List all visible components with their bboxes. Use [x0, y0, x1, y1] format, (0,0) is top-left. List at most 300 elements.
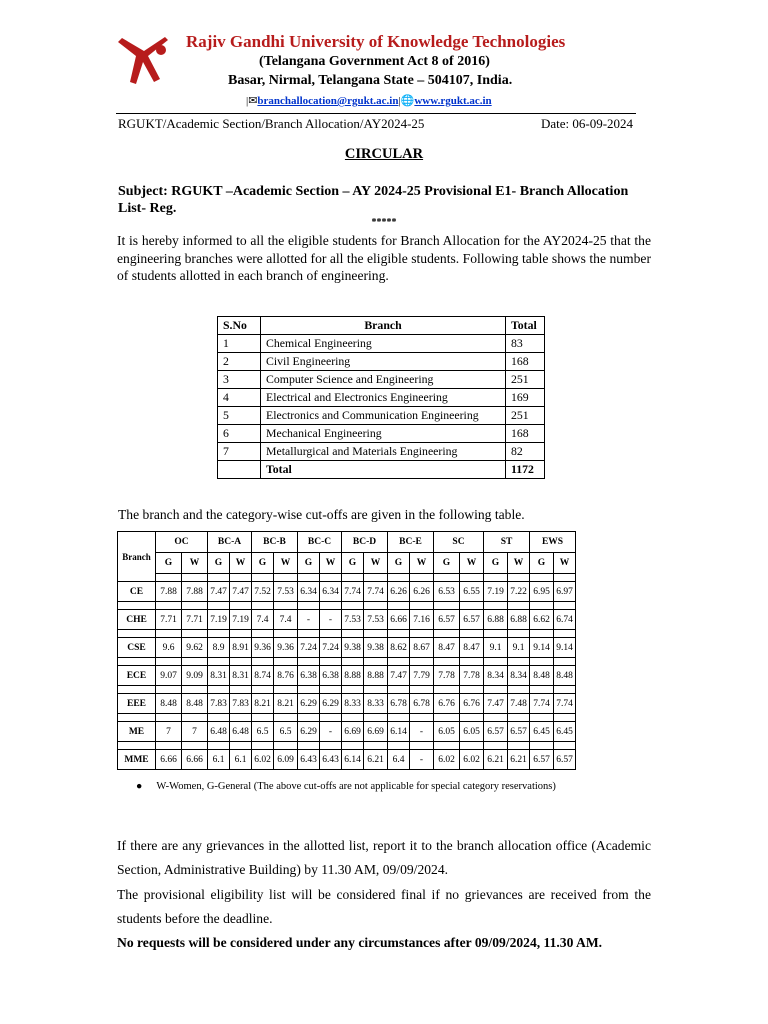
total-cell: 169 [506, 389, 545, 407]
cutoff-value: 7.53 [342, 610, 364, 630]
spacer-cell [118, 602, 156, 610]
cutoff-value: 7.83 [208, 694, 230, 714]
gap-cell [530, 574, 554, 582]
gap-cell [364, 574, 388, 582]
gap-cell [484, 574, 508, 582]
spacer-cell [182, 602, 208, 610]
spacer-cell [208, 714, 230, 722]
allocation-row [218, 443, 545, 461]
cutoff-value: 7.53 [364, 610, 388, 630]
total-cell: 251 [506, 407, 545, 425]
spacer-cell [230, 630, 252, 638]
cutoff-table [117, 531, 576, 770]
cutoff-value: 6.38 [298, 666, 320, 686]
cutoff-value: 6.02 [252, 750, 274, 770]
sno-cell: 3 [218, 371, 261, 389]
spacer-cell [434, 714, 460, 722]
total-label: Total [261, 461, 506, 479]
women-header: W [554, 553, 576, 574]
allocation-row [218, 389, 545, 407]
cutoff-value: 8.31 [230, 666, 252, 686]
cutoff-value: 8.62 [388, 638, 410, 658]
spacer-cell [530, 602, 554, 610]
cutoff-value: 9.09 [182, 666, 208, 686]
spacer-cell [298, 714, 320, 722]
spacer-cell [274, 658, 298, 666]
general-header: G [156, 553, 182, 574]
general-header: G [208, 553, 230, 574]
final-note-paragraph: The provisional eligibility list will be considered final if no grievances are received from the students before the deadline. [117, 887, 651, 926]
cutoff-value: 7.47 [208, 582, 230, 602]
cutoff-value: 7.4 [252, 610, 274, 630]
university-logo-icon [116, 36, 174, 86]
allocation-row [218, 371, 545, 389]
spacer-cell [182, 742, 208, 750]
category-header: EWS [530, 532, 576, 553]
cutoff-value: 6.43 [320, 750, 342, 770]
mail-icon: ✉ [248, 95, 258, 107]
spacer-cell [208, 630, 230, 638]
spacer-cell [230, 714, 252, 722]
cutoff-value: 7.24 [320, 638, 342, 658]
spacer-cell [554, 630, 576, 638]
spacer-cell [410, 742, 434, 750]
cutoff-value: 7 [182, 722, 208, 742]
spacer-cell [484, 630, 508, 638]
spacer-cell [182, 630, 208, 638]
cutoff-value: 6.38 [320, 666, 342, 686]
category-header: OC [156, 532, 208, 553]
spacer-cell [410, 630, 434, 638]
cutoff-spacer-row [118, 714, 576, 722]
spacer-cell [252, 658, 274, 666]
cutoff-value: 8.47 [460, 638, 484, 658]
sno-cell: 2 [218, 353, 261, 371]
cutoff-value: 9.36 [274, 638, 298, 658]
allocation-row [218, 425, 545, 443]
cutoff-value: 6.21 [484, 750, 508, 770]
branch-cell: Computer Science and Engineering [261, 371, 506, 389]
cutoff-value: 6.14 [342, 750, 364, 770]
cutoff-row [118, 750, 576, 770]
spacer-cell [320, 686, 342, 694]
spacer-cell [156, 630, 182, 638]
total-cell: 251 [506, 371, 545, 389]
allocation-row [218, 407, 545, 425]
grievance-paragraph: If there are any grievances in the allotted list, report it to the branch allocation office (Academic Section, Administrative Building) by 11.30 AM, 09/09/2024. [117, 838, 651, 877]
spacer-cell [410, 714, 434, 722]
spacer-cell [460, 658, 484, 666]
spacer-cell [342, 658, 364, 666]
spacer-cell [118, 686, 156, 694]
cutoff-value: 6.76 [434, 694, 460, 714]
cutoff-value: 6.57 [460, 610, 484, 630]
sno-cell: 4 [218, 389, 261, 407]
spacer-cell [434, 742, 460, 750]
cutoff-value: 7.78 [434, 666, 460, 686]
branch-code: CE [118, 582, 156, 602]
spacer-cell [320, 602, 342, 610]
spacer-cell [118, 630, 156, 638]
category-header: BC-A [208, 532, 252, 553]
spacer-cell [156, 686, 182, 694]
spacer-cell [484, 602, 508, 610]
footnote [136, 781, 556, 792]
cutoff-value: 7.78 [460, 666, 484, 686]
closing-statement: No requests will be considered under any circumstances after 09/09/2024, 11.30 AM. [117, 935, 603, 950]
spacer-cell [320, 658, 342, 666]
cutoff-value: 6.66 [182, 750, 208, 770]
spacer-cell [388, 714, 410, 722]
cutoff-value: 6.45 [554, 722, 576, 742]
spacer-cell [342, 714, 364, 722]
general-header: G [530, 553, 554, 574]
cutoff-value: 8.34 [484, 666, 508, 686]
spacer-cell [320, 714, 342, 722]
cutoff-value: 7.53 [274, 582, 298, 602]
cutoff-value: 7.19 [208, 610, 230, 630]
spacer-cell [434, 630, 460, 638]
cutoff-value: 9.38 [364, 638, 388, 658]
branch-code: ME [118, 722, 156, 742]
gap-cell [554, 574, 576, 582]
total-value: 1172 [506, 461, 545, 479]
cutoff-value: 8.31 [208, 666, 230, 686]
cutoff-value: 6.26 [388, 582, 410, 602]
spacer-cell [182, 714, 208, 722]
university-address: Basar, Nirmal, Telangana State – 504107, India. [228, 73, 513, 88]
sno-cell: 7 [218, 443, 261, 461]
gap-cell [230, 574, 252, 582]
cutoff-value: 6.57 [554, 750, 576, 770]
gap-cell [208, 574, 230, 582]
women-header: W [182, 553, 208, 574]
spacer-cell [508, 602, 530, 610]
spacer-cell [156, 742, 182, 750]
spacer-cell [274, 686, 298, 694]
general-header: G [252, 553, 274, 574]
gap-cell [460, 574, 484, 582]
general-header: G [298, 553, 320, 574]
women-header: W [508, 553, 530, 574]
allocation-table [217, 316, 545, 479]
spacer-cell [320, 630, 342, 638]
category-header: SC [434, 532, 484, 553]
cutoff-value: 7.74 [342, 582, 364, 602]
gap-cell [434, 574, 460, 582]
cutoff-value: 6.62 [530, 610, 554, 630]
cutoff-value: 7.19 [230, 610, 252, 630]
cutoff-value: - [410, 750, 434, 770]
cutoff-value: 6.45 [530, 722, 554, 742]
spacer-cell [460, 714, 484, 722]
cutoff-value: 7.19 [484, 582, 508, 602]
branch-cell: Metallurgical and Materials Engineering [261, 443, 506, 461]
col-branch: Branch [261, 317, 506, 335]
cutoff-value: 9.36 [252, 638, 274, 658]
cutoff-value: 6.88 [484, 610, 508, 630]
sno-cell: 1 [218, 335, 261, 353]
cutoff-value: 8.34 [508, 666, 530, 686]
cutoff-value: 8.21 [252, 694, 274, 714]
cutoff-spacer-row [118, 630, 576, 638]
spacer-cell [156, 714, 182, 722]
cutoff-value: 8.88 [342, 666, 364, 686]
total-cell: 83 [506, 335, 545, 353]
spacer-cell [410, 658, 434, 666]
cutoff-row [118, 694, 576, 714]
spacer-cell [434, 686, 460, 694]
empty-cell [218, 461, 261, 479]
cutoff-value: 6.29 [298, 694, 320, 714]
cutoff-value: 6.34 [320, 582, 342, 602]
spacer-cell [364, 686, 388, 694]
spacer-cell [298, 602, 320, 610]
bullet-icon: ● [136, 781, 143, 792]
category-header: ST [484, 532, 530, 553]
circular-date: Date: 06-09-2024 [541, 116, 634, 131]
cutoff-value: 7 [156, 722, 182, 742]
general-header: G [434, 553, 460, 574]
spacer-cell [460, 742, 484, 750]
cutoff-value: 6.69 [342, 722, 364, 742]
gap-cell [508, 574, 530, 582]
circular-title: CIRCULAR [344, 146, 424, 162]
branch-cell: Civil Engineering [261, 353, 506, 371]
sno-cell: 6 [218, 425, 261, 443]
total-cell: 168 [506, 425, 545, 443]
cutoff-value: 7.88 [182, 582, 208, 602]
cutoff-value: 8.88 [364, 666, 388, 686]
contact-line: |✉branchallocation@rgukt.ac.in|🌐www.rgukt.ac.in [246, 95, 492, 107]
cutoff-value: 6.5 [252, 722, 274, 742]
cutoff-value: 9.38 [342, 638, 364, 658]
gap-cell [274, 574, 298, 582]
spacer-cell [388, 658, 410, 666]
cutoff-gap-row [118, 574, 576, 582]
spacer-cell [484, 714, 508, 722]
spacer-cell [252, 714, 274, 722]
cutoff-value: 6.05 [434, 722, 460, 742]
cutoff-value: 8.33 [342, 694, 364, 714]
cutoff-value: 7.71 [156, 610, 182, 630]
spacer-cell [530, 686, 554, 694]
category-header: BC-D [342, 532, 388, 553]
cutoff-subheader-row [118, 553, 576, 574]
cutoff-value: 8.21 [274, 694, 298, 714]
cutoff-value: 6.5 [274, 722, 298, 742]
cutoff-value: 7.48 [508, 694, 530, 714]
cutoff-value: 6.21 [364, 750, 388, 770]
spacer-cell [508, 630, 530, 638]
cutoff-spacer-row [118, 658, 576, 666]
cutoff-value: 8.48 [182, 694, 208, 714]
cutoff-value: 7.47 [388, 666, 410, 686]
cutoff-value: 6.21 [508, 750, 530, 770]
women-header: W [364, 553, 388, 574]
general-header: G [388, 553, 410, 574]
general-header: G [484, 553, 508, 574]
spacer-cell [554, 658, 576, 666]
cutoff-row [118, 582, 576, 602]
spacer-cell [434, 658, 460, 666]
spacer-cell [434, 602, 460, 610]
branch-code: CSE [118, 638, 156, 658]
spacer-cell [252, 742, 274, 750]
separator-stars: ***** [371, 217, 397, 228]
cutoff-value: 7.83 [230, 694, 252, 714]
gap-cell [298, 574, 320, 582]
category-header: BC-C [298, 532, 342, 553]
cutoff-value: 6.55 [460, 582, 484, 602]
cutoff-value: 8.91 [230, 638, 252, 658]
cutoff-value: - [320, 610, 342, 630]
cutoff-value: 6.4 [388, 750, 410, 770]
cutoff-value: 8.48 [530, 666, 554, 686]
spacer-cell [118, 658, 156, 666]
spacer-cell [252, 602, 274, 610]
cutoff-value: 7.74 [554, 694, 576, 714]
spacer-cell [484, 658, 508, 666]
branch-cell: Electronics and Communication Engineering [261, 407, 506, 425]
website-link[interactable]: www.rgukt.ac.in [414, 95, 492, 107]
spacer-cell [508, 658, 530, 666]
spacer-cell [554, 714, 576, 722]
cutoff-value: 6.57 [484, 722, 508, 742]
gap-cell [342, 574, 364, 582]
cutoff-row [118, 666, 576, 686]
cutoff-intro: The branch and the category-wise cut-offs are given in the following table. [118, 507, 525, 522]
cutoff-value: 8.48 [554, 666, 576, 686]
spacer-cell [364, 742, 388, 750]
spacer-cell [460, 602, 484, 610]
cutoff-value: 6.66 [388, 610, 410, 630]
spacer-cell [156, 602, 182, 610]
general-header: G [342, 553, 364, 574]
spacer-cell [274, 714, 298, 722]
spacer-cell [208, 742, 230, 750]
spacer-cell [508, 714, 530, 722]
gap-cell [252, 574, 274, 582]
total-cell: 82 [506, 443, 545, 461]
cutoff-value: 6.78 [388, 694, 410, 714]
cutoff-value: 9.1 [484, 638, 508, 658]
cutoff-value: - [410, 722, 434, 742]
cutoff-value: 6.05 [460, 722, 484, 742]
university-name: Rajiv Gandhi University of Knowledge Technologies [186, 32, 566, 51]
cutoff-spacer-row [118, 602, 576, 610]
cutoff-value: 7.88 [156, 582, 182, 602]
spacer-cell [342, 686, 364, 694]
branch-code: CHE [118, 610, 156, 630]
spacer-cell [508, 686, 530, 694]
cutoff-value: 8.76 [274, 666, 298, 686]
intro-paragraph: It is hereby informed to all the eligible students for Branch Allocation for the AY2024-25 that the engineering branches were allotted for all the eligible students. Following table shows the number of students allotted in each branch of engineering. [117, 233, 651, 283]
spacer-cell [410, 686, 434, 694]
spacer-cell [364, 630, 388, 638]
branch-code: MME [118, 750, 156, 770]
cutoff-row [118, 610, 576, 630]
cutoff-value: 9.6 [156, 638, 182, 658]
spacer-cell [554, 602, 576, 610]
spacer-cell [208, 658, 230, 666]
spacer-cell [554, 686, 576, 694]
women-header: W [230, 553, 252, 574]
branch-header: Branch [118, 532, 156, 582]
women-header: W [320, 553, 342, 574]
footnote-text: W-Women, G-General (The above cut-offs are not applicable for special category reservations) [156, 781, 556, 792]
spacer-cell [298, 686, 320, 694]
spacer-cell [274, 602, 298, 610]
cutoff-value: 6.02 [460, 750, 484, 770]
cutoff-value: 6.26 [410, 582, 434, 602]
women-header: W [410, 553, 434, 574]
allocation-header-row [218, 317, 545, 335]
cutoff-value: 6.29 [298, 722, 320, 742]
branch-cell: Mechanical Engineering [261, 425, 506, 443]
cutoff-value: 6.09 [274, 750, 298, 770]
cutoff-row [118, 638, 576, 658]
spacer-cell [508, 742, 530, 750]
women-header: W [460, 553, 484, 574]
spacer-cell [252, 686, 274, 694]
branch-cell: Electrical and Electronics Engineering [261, 389, 506, 407]
government-act: (Telangana Government Act 8 of 2016) [259, 54, 490, 69]
spacer-cell [342, 602, 364, 610]
cutoff-value: 6.48 [230, 722, 252, 742]
spacer-cell [298, 658, 320, 666]
cutoff-value: 7.24 [298, 638, 320, 658]
email-link[interactable]: branchallocation@rgukt.ac.in [257, 95, 399, 107]
cutoff-value: 8.9 [208, 638, 230, 658]
cutoff-value: 7.74 [530, 694, 554, 714]
sno-cell: 5 [218, 407, 261, 425]
cutoff-value: 6.95 [530, 582, 554, 602]
header-divider [116, 113, 636, 114]
spacer-cell [182, 686, 208, 694]
cutoff-value: 6.66 [156, 750, 182, 770]
gap-cell [182, 574, 208, 582]
cutoff-value: 7.52 [252, 582, 274, 602]
cutoff-value: 9.14 [554, 638, 576, 658]
spacer-cell [230, 686, 252, 694]
branch-code: EEE [118, 694, 156, 714]
cutoff-value: 6.1 [208, 750, 230, 770]
subject-line: Subject: RGUKT –Academic Section – AY 2024-25 Provisional E1- Branch Allocation List- Reg. [118, 184, 629, 216]
cutoff-value: 7.79 [410, 666, 434, 686]
cutoff-value: 6.78 [410, 694, 434, 714]
spacer-cell [230, 742, 252, 750]
spacer-cell [364, 602, 388, 610]
reference-number: RGUKT/Academic Section/Branch Allocation/AY2024-25 [118, 116, 425, 131]
cutoff-value: 8.74 [252, 666, 274, 686]
cutoff-value: 6.02 [434, 750, 460, 770]
cutoff-value: 6.97 [554, 582, 576, 602]
spacer-cell [298, 630, 320, 638]
spacer-cell [530, 714, 554, 722]
cutoff-value: 6.48 [208, 722, 230, 742]
spacer-cell [342, 742, 364, 750]
spacer-cell [208, 602, 230, 610]
cutoff-value: 6.57 [508, 722, 530, 742]
cutoff-value: 7.22 [508, 582, 530, 602]
cutoff-value: 7.16 [410, 610, 434, 630]
allocation-total-row [218, 461, 545, 479]
cutoff-value: - [298, 610, 320, 630]
cutoff-row [118, 722, 576, 742]
spacer-cell [208, 686, 230, 694]
cutoff-spacer-row [118, 742, 576, 750]
